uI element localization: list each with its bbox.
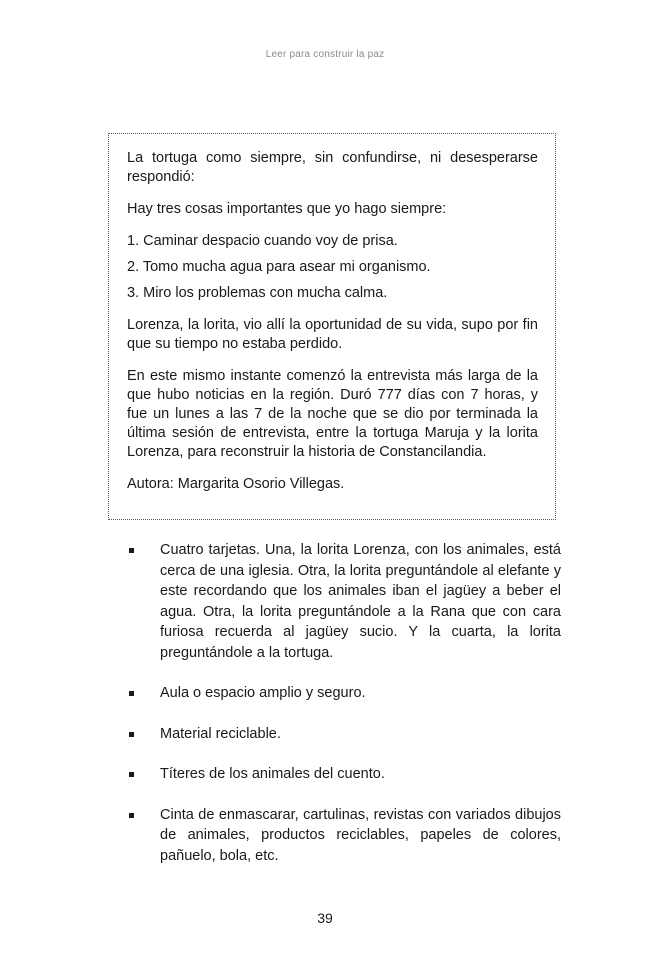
story-list-item: 3. Miro los problemas con mucha calma. <box>127 285 388 301</box>
story-list-item: 1. Caminar despacio cuando voy de prisa. <box>127 233 398 249</box>
story-excerpt-box <box>108 133 556 520</box>
materials-list <box>125 540 561 886</box>
materials-item-text: Aula o espacio amplio y seguro. <box>160 685 366 701</box>
materials-list-item <box>125 805 561 867</box>
story-paragraph: La tortuga como siempre, sin confundirse, ni desesperarse respondió: <box>127 150 538 185</box>
square-bullet-icon <box>129 813 134 818</box>
story-paragraph: Lorenza, la lorita, vio allí la oportunidad de su vida, supo por fin que su tiempo no estaba perdido. <box>127 317 538 352</box>
story-paragraph: Hay tres cosas importantes que yo hago siempre: <box>127 201 447 217</box>
materials-item-text: Material reciclable. <box>160 725 281 742</box>
square-bullet-icon <box>129 732 134 737</box>
materials-list-item <box>125 724 561 745</box>
running-header: Leer para construir la paz <box>265 49 385 60</box>
materials-list-item <box>125 764 561 785</box>
story-list-item: 2. Tomo mucha agua para asear mi organismo. <box>127 259 431 275</box>
square-bullet-icon <box>129 548 134 553</box>
materials-item-text: Títeres de los animales del cuento. <box>160 766 385 782</box>
page-number: 39 <box>317 910 333 926</box>
square-bullet-icon <box>129 772 134 777</box>
story-author: Autora: Margarita Osorio Villegas. <box>127 476 345 492</box>
materials-item-text: Cinta de enmascarar, cartulinas, revistas con variados dibujos de animales, productos reciclables, papeles de colores, pañuelo, bola, etc. <box>160 806 561 864</box>
story-paragraph: En este mismo instante comenzó la entrevista más larga de la que hubo noticias en la región. Duró 777 días con 7 horas, y fue un lunes a las 7 de la noche que se dio por terminada la última sesión de entrevista, entre la tortuga Maruja y la lorita Lorenza, para reconstruir la historia de Constancilandia. <box>127 368 538 460</box>
materials-list-item <box>125 683 561 704</box>
materials-item-text: Cuatro tarjetas. Una, la lorita Lorenza, con los animales, está cerca de una iglesia. Otra, la lorita preguntándole al elefante y este recordando que los animales iban el jagüey a beber el agua. Otra, la lorita preguntándole a la Rana que con cara furiosa recuerda al jagüey sucio. Y la cuarta, la lorita preguntándole a la tortuga. <box>160 542 561 661</box>
materials-list-item <box>125 540 561 663</box>
square-bullet-icon <box>129 691 134 696</box>
